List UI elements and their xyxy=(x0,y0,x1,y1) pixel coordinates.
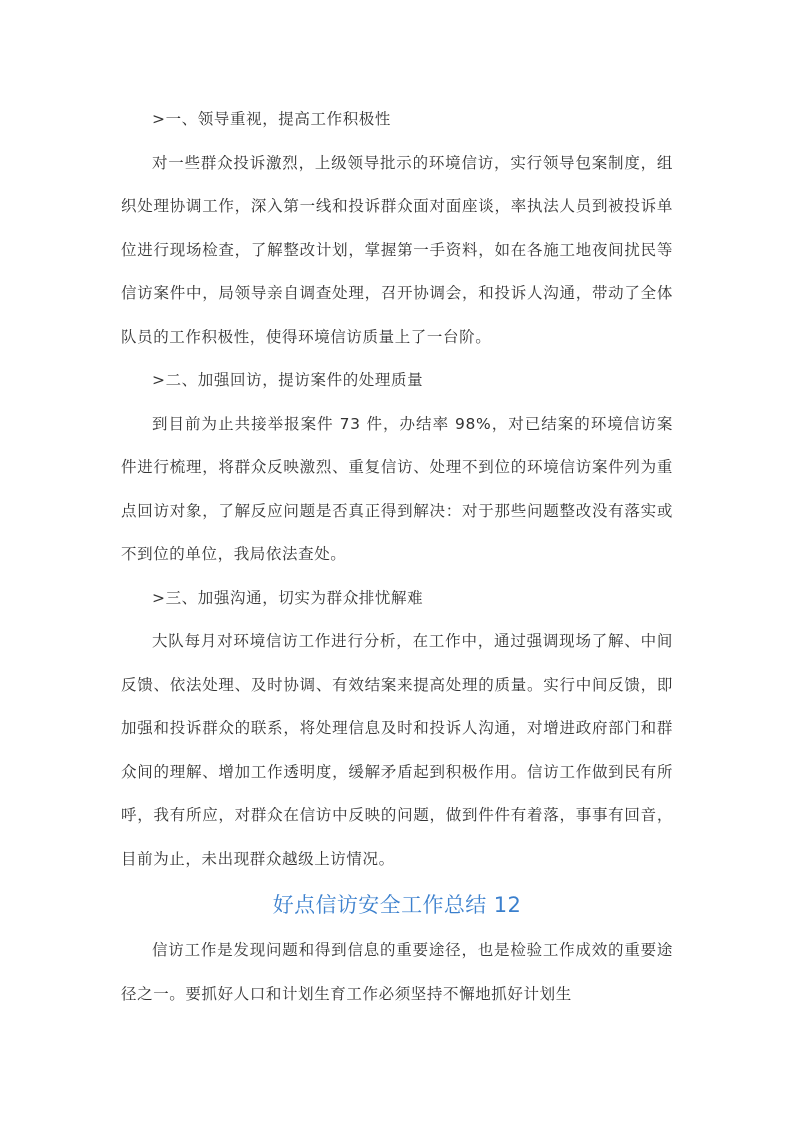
section-heading-3: >三、加强沟通，切实为群众排忧解难 xyxy=(152,588,424,607)
document-body xyxy=(121,98,673,1016)
paragraph-intro: 信访工作是发现问题和得到信息的重要途径，也是检验工作成效的重要途径之一。要抓好人口和计划生育工作必须坚持不懈地抓好计划生 xyxy=(121,941,673,1003)
document-title: 好点信访安全工作总结 12 xyxy=(272,893,522,917)
section-heading-1: >一、领导重视，提高工作积极性 xyxy=(152,110,391,128)
paragraph-leadership: 对一些群众投诉激烈，上级领导批示的环境信访，实行领导包案制度，组织处理协调工作，深入第一线和投诉群众面对面座谈，率执法人员到被投诉单位进行现场检查，了解整改计划，掌握第一手资料，如在各施工地夜间扰民等信访案件中，局领导亲自调查处理，召开协调会，和投诉人沟通，带动了全体队员的工作积极性，使得环境信访质量上了一台阶。 xyxy=(121,153,673,346)
paragraph-follow-up: 到目前为止共接举报案件 73 件，办结率 98%，对已结案的环境信访案件进行梳理，将群众反映激烈、重复信访、处理不到位的环境信访案件列为重点回访对象，了解反应问题是否真正得到解决：对于那些问题整改没有落实或不到位的单位，我局依法查处。 xyxy=(121,414,673,563)
paragraph-communication: 大队每月对环境信访工作进行分析，在工作中，通过强调现场了解、中间反馈、依法处理、及时协调、有效结案来提高处理的质量。实行中间反馈，即加强和投诉群众的联系，将处理信息及时和投诉人沟通，对增进政府部门和群众间的理解、增加工作透明度，缓解矛盾起到积极作用。信访工作做到民有所呼，我有所应，对群众在信访中反映的问题，做到件件有着落，事事有回音，目前为止，未出现群众越级上访情况。 xyxy=(121,632,673,868)
section-heading-2: >二、加强回访，提访案件的处理质量 xyxy=(152,371,424,389)
